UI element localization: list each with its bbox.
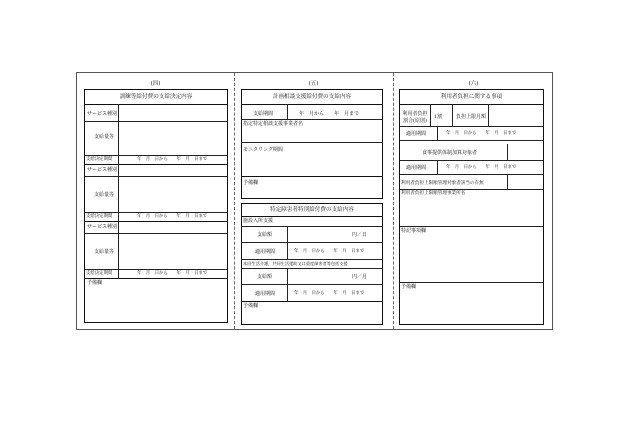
- training-benefit-table: [84, 89, 228, 323]
- facility-pay-label: 支給額: [257, 232, 273, 238]
- amount-label-1: 支給量等: [94, 134, 115, 140]
- special-notes-label: 特記事項欄: [401, 228, 427, 234]
- column-separator-2: [393, 73, 394, 329]
- cap-management-label: 利用者負担上限額管理対象者該当の有無: [401, 181, 484, 186]
- plan-consultation-table: [241, 89, 383, 199]
- plan-amount-value: 年 月から 年 月まで: [299, 111, 360, 117]
- burden-apply-value: 年 月 日から 年 月 日まで: [446, 131, 517, 136]
- special-benefit-table: [241, 203, 383, 325]
- amount-label-2: 支給量等: [94, 192, 115, 198]
- service-type-label-2: サービス種別: [87, 167, 118, 173]
- facility-apply-value: 年 月 日から 年 月 日まで: [294, 249, 365, 254]
- column-6-title: (六): [468, 81, 479, 87]
- service-type-label-3: サービス種別: [87, 224, 118, 230]
- amount-label-3: 支給量等: [94, 249, 115, 255]
- column-4-title: (四): [150, 81, 161, 87]
- user-burden-header: 利用者負担に関する事項: [440, 94, 503, 100]
- remarks-label-col5-a: 予備欄: [243, 180, 259, 186]
- meal-apply-label: 適用期間: [406, 165, 427, 171]
- plan-amount-label: 支給期間: [253, 111, 274, 117]
- period-value-1: 年 月 日から 年 月 日まで: [137, 157, 208, 162]
- plan-consultation-header: 計画相談支援給付費の支給内容: [272, 94, 352, 100]
- monitoring-period-label: モニタリング期間: [243, 147, 283, 153]
- burden-ratio-label: 利用者負担割合(原則): [402, 111, 428, 124]
- period-value-3: 年 月 日から 年 月 日まで: [137, 271, 208, 276]
- group-pay-label: 支給額: [257, 274, 273, 280]
- meal-provision-label: 食事提供体制加算対象者: [422, 150, 478, 156]
- burden-apply-label: 適用期間: [406, 131, 427, 137]
- facility-pay-unit: 円／日: [352, 232, 368, 238]
- burden-cap-label: 負担上限月額: [456, 114, 487, 120]
- training-benefit-header: 訓練等給付費の支給決定内容: [119, 94, 193, 100]
- column-separator-1: [234, 73, 235, 329]
- remarks-label-col4: 予備欄: [87, 280, 103, 286]
- special-benefit-header: 特定障害者特別給付費の支給内容: [270, 207, 354, 213]
- service-type-label-1: サービス種別: [87, 111, 118, 117]
- period-label-2: 支給決定期間: [86, 214, 113, 219]
- period-value-2: 年 月 日から 年 月 日まで: [137, 214, 208, 219]
- facility-apply-label: 適用期間: [255, 249, 276, 255]
- consultation-office-label: 指定特定相談支援事業者名: [243, 121, 304, 127]
- period-label-3: 支給決定期間: [86, 271, 113, 276]
- recipient-certificate-sheet: [76, 72, 553, 330]
- facility-support-label: 施設入所支援: [243, 218, 274, 224]
- group-apply-value: 年 月 日から 年 月 日まで: [294, 291, 365, 296]
- group-apply-label: 適用期間: [255, 291, 276, 297]
- remarks-label-col6: 予備欄: [401, 284, 417, 290]
- group-pay-unit: 円／月: [352, 274, 368, 280]
- group-living-note: 本回生活介護，共同生活援助又は重度障害者等包括支援: [243, 261, 348, 266]
- burden-ratio-value: 1割: [434, 114, 443, 120]
- meal-apply-value: 年 月 日から 年 月 日まで: [446, 165, 517, 170]
- period-label-1: 支給決定期間: [86, 157, 113, 162]
- column-5-title: (五): [308, 81, 319, 87]
- remarks-label-col5-b: 予備欄: [243, 303, 259, 309]
- cap-management-office-label: 利用者負担上限額管理事業所名: [401, 191, 466, 196]
- user-burden-table: [399, 89, 544, 325]
